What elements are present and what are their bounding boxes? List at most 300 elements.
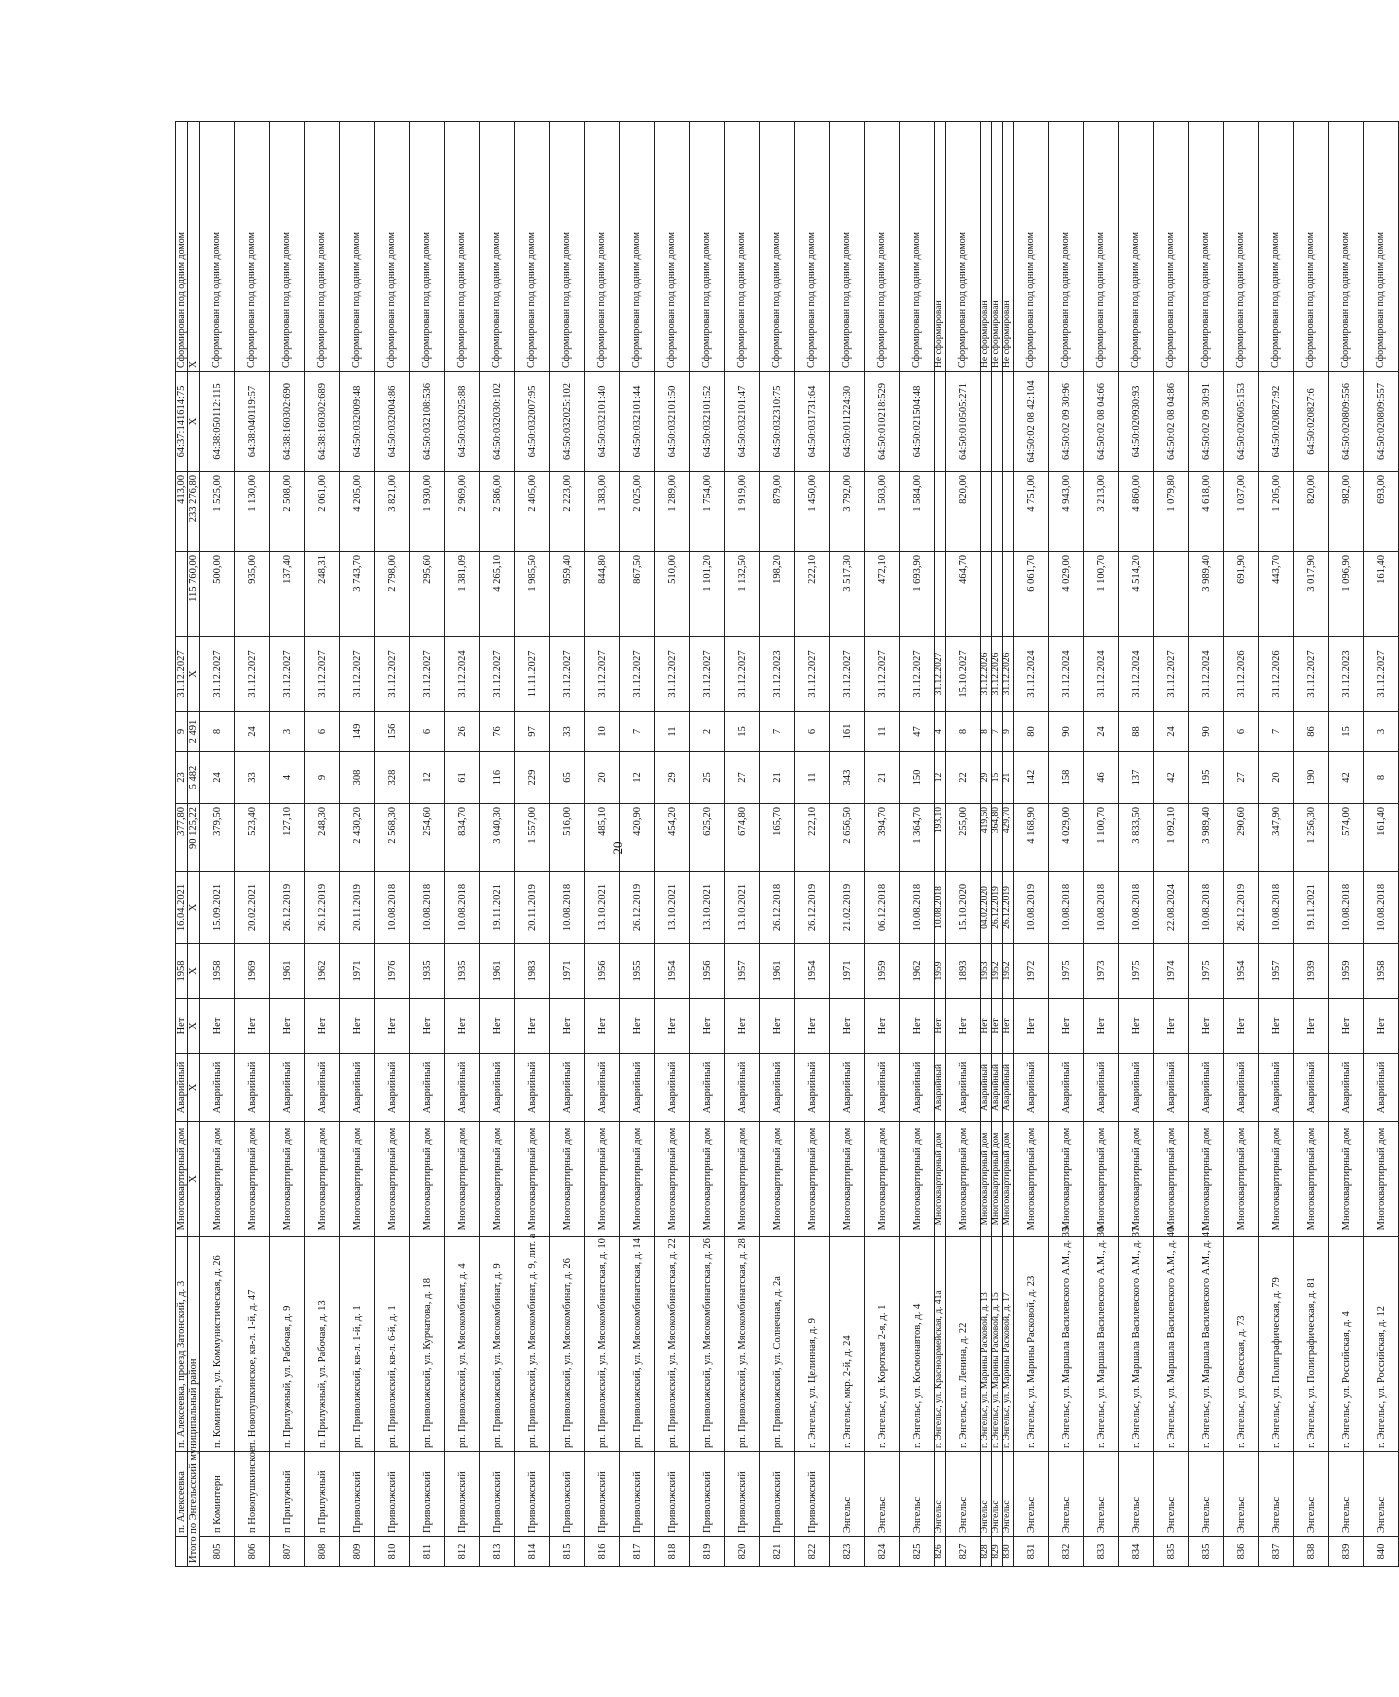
table-cell: 308 [340, 752, 375, 804]
table-cell: 24 [235, 712, 270, 752]
table-cell: 161,40 [1364, 552, 1399, 637]
table-cell: 10.08.2019 [1014, 872, 1049, 944]
table-cell: 1 985,50 [515, 552, 550, 637]
table-cell: Аварийный [375, 1054, 410, 1122]
table-row [655, 122, 690, 1567]
table-cell: Х [188, 1054, 200, 1122]
table-cell: 31.12.2024 [1119, 637, 1154, 712]
table-cell: 464,70 [946, 552, 981, 637]
table-cell: 674,80 [725, 804, 760, 872]
table-cell: Многоквартирный дом [1329, 1122, 1364, 1237]
table-cell: Сформирован под одним домом [1154, 122, 1189, 372]
table-cell: г. Энгельс, ул. Маршала Василевского А.М., д. 40 [1154, 1237, 1189, 1452]
table-cell: Многоквартирный дом [550, 1122, 585, 1237]
table-cell: Аварийный [1224, 1054, 1259, 1122]
table-cell: Многоквартирный дом [1294, 1122, 1329, 1237]
table-cell: 04.02.2020 [981, 872, 992, 944]
table-cell: 64:50:032009:48 [340, 372, 375, 472]
table-cell: 1 100,70 [1084, 804, 1119, 872]
table-cell: Нет [760, 999, 795, 1054]
table-cell: рп. Приволжский, ул. Мясокомбинатская, д. 26 [690, 1237, 725, 1452]
table-cell [1003, 372, 1014, 472]
table-cell: 31.12.2027 [1294, 637, 1329, 712]
table-cell: 26.12.2019 [270, 872, 305, 944]
table-cell: Сформирован под одним домом [375, 122, 410, 372]
table-cell: 31.12.2026 [981, 637, 992, 712]
table-cell: г. Энгельс, ул. Маршала Василевского А.М., д. 41 [1189, 1237, 1224, 1452]
table-row [1224, 122, 1259, 1567]
table-cell: 809 [340, 1537, 375, 1567]
table-cell: Сформирован под одним домом [270, 122, 305, 372]
table-cell: 2 656,50 [830, 804, 865, 872]
table-cell: г. Энгельс, ул. Короткая 2-я, д. 1 [865, 1237, 900, 1452]
table-cell: 1957 [725, 944, 760, 999]
table-cell: 7 [760, 712, 795, 752]
table-cell: 7 [992, 712, 1003, 752]
table-cell: 64:50:032101:44 [620, 372, 655, 472]
table-cell: 15.09.2021 [200, 872, 235, 944]
table-cell: 1 101,20 [690, 552, 725, 637]
table-cell: 31.12.2027 [270, 637, 305, 712]
table-cell: г. Энгельс, ул. Марины Расковой, д. 23 [1014, 1237, 1049, 1452]
table-cell: Нет [1329, 999, 1364, 1054]
table-cell: 1935 [445, 944, 480, 999]
table-cell: 2 405,00 [515, 472, 550, 552]
table-cell [981, 372, 992, 472]
table-cell: Сформирован под одним домом [865, 122, 900, 372]
table-cell: 3 [1364, 712, 1399, 752]
table-cell: 6 [305, 712, 340, 752]
table-cell: 1893 [946, 944, 981, 999]
table-row [760, 122, 795, 1567]
table-row [690, 122, 725, 1567]
table-cell: 13.10.2021 [655, 872, 690, 944]
table-cell: 1 092,10 [1154, 804, 1189, 872]
table-cell: 3 743,70 [340, 552, 375, 637]
table-cell: Аварийный [270, 1054, 305, 1122]
table-cell: 195 [1189, 752, 1224, 804]
table-cell: Аварийный [1294, 1054, 1329, 1122]
table-cell: 12 [620, 752, 655, 804]
table-cell: Нет [340, 999, 375, 1054]
table-cell: Сформирован под одним домом [1119, 122, 1154, 372]
table-cell: 364,80 [992, 804, 1003, 872]
table-cell: Нет [445, 999, 480, 1054]
table-cell: 8 [200, 712, 235, 752]
table-cell: Х [188, 122, 200, 372]
table-cell: 150 [900, 752, 935, 804]
table-cell: Нет [375, 999, 410, 1054]
table-cell: Многоквартирный дом [176, 1122, 188, 1237]
table-cell: 1957 [1259, 944, 1294, 999]
table-cell: 1961 [270, 944, 305, 999]
table-cell [992, 472, 1003, 552]
table-row [1119, 122, 1154, 1567]
table-cell: Многоквартирный дом [480, 1122, 515, 1237]
table-cell: Аварийный [935, 1054, 946, 1122]
table-cell: п Прилужный [305, 1452, 340, 1537]
table-cell: 26.12.2018 [760, 872, 795, 944]
table-cell: 1 584,00 [900, 472, 935, 552]
table-cell: Аварийный [1084, 1054, 1119, 1122]
table-cell: 1 289,00 [655, 472, 690, 552]
table-cell: 4 943,00 [1049, 472, 1084, 552]
table-cell: Нет [655, 999, 690, 1054]
table-cell: Энгельс [992, 1452, 1003, 1537]
table-row [1084, 122, 1119, 1567]
table-cell: 22.08.2024 [1154, 872, 1189, 944]
table-row [1294, 122, 1329, 1567]
table-cell: Многоквартирный дом [1189, 1122, 1224, 1237]
table-cell: 1961 [480, 944, 515, 999]
table-cell: 1 100,70 [1084, 552, 1119, 637]
table-cell: 64:50:010218:529 [865, 372, 900, 472]
table-cell: Сформирован под одним домом [1329, 122, 1364, 372]
table-cell: Сформирован под одним домом [795, 122, 830, 372]
table-cell: 20.11.2019 [515, 872, 550, 944]
table-cell: 61 [445, 752, 480, 804]
table-cell: 31.12.2027 [620, 637, 655, 712]
table-cell: Нет [1014, 999, 1049, 1054]
table-cell: Многоквартирный дом [981, 1122, 992, 1237]
table-cell: 1983 [515, 944, 550, 999]
table-cell: Нет [795, 999, 830, 1054]
table-cell: Приволжский [550, 1452, 585, 1537]
table-cell: 64:50:032101:40 [585, 372, 620, 472]
table-cell: Многоквартирный дом [655, 1122, 690, 1237]
table-cell: 24 [1084, 712, 1119, 752]
table-cell: 516,00 [550, 804, 585, 872]
table-cell: 1976 [375, 944, 410, 999]
table-cell: 867,50 [620, 552, 655, 637]
table-cell: п. Прилужный, ул. Рабочая, д. 9 [270, 1237, 305, 1452]
table-cell: 90 [1049, 712, 1084, 752]
table-row [1364, 122, 1399, 1567]
table-cell: 15 [1329, 712, 1364, 752]
table-cell: 6 [410, 712, 445, 752]
table-cell: Многоквартирный дом [200, 1122, 235, 1237]
table-cell: 10.08.2018 [375, 872, 410, 944]
table-cell: 3 517,30 [830, 552, 865, 637]
table-cell: Сформирован под одним домом [1294, 122, 1329, 372]
table-cell: 64:50:020605:153 [1224, 372, 1259, 472]
table-cell: 394,70 [865, 804, 900, 872]
table-cell: 3 040,30 [480, 804, 515, 872]
table-cell: 13.10.2021 [690, 872, 725, 944]
table-cell: 820,00 [946, 472, 981, 552]
table-cell: 31.12.2027 [200, 637, 235, 712]
table-cell: 15.10.2020 [946, 872, 981, 944]
table-cell: 1959 [935, 944, 946, 999]
table-cell [935, 552, 946, 637]
table-cell: Нет [550, 999, 585, 1054]
table-cell: 691,90 [1224, 552, 1259, 637]
table-cell: Аварийный [340, 1054, 375, 1122]
table-cell: 429,70 [1003, 804, 1014, 872]
table-cell: Х [188, 872, 200, 944]
table-row [410, 122, 445, 1567]
table-cell: Х [188, 944, 200, 999]
table-cell: 343 [830, 752, 865, 804]
table-cell: Аварийный [690, 1054, 725, 1122]
table-cell: рп. Приволжский, ул. Мясокомбинат, д. 9, лит. а [515, 1237, 550, 1452]
table-cell: 64:50:011224:30 [830, 372, 865, 472]
table-cell: 31.12.2024 [1049, 637, 1084, 712]
table-cell: Нет [515, 999, 550, 1054]
table-cell: Аварийный [655, 1054, 690, 1122]
table-cell: 1958 [200, 944, 235, 999]
table-cell: Многоквартирный дом [946, 1122, 981, 1237]
table-cell: 27 [725, 752, 760, 804]
table-cell: Сформирован под одним домом [200, 122, 235, 372]
table-cell: Нет [305, 999, 340, 1054]
rotated-table-container [175, 122, 1387, 1567]
table-cell: 1 525,00 [200, 472, 235, 552]
table-cell: 31.12.2027 [1154, 637, 1189, 712]
table-cell: 3 833,50 [1119, 804, 1154, 872]
table-cell: Многоквартирный дом [725, 1122, 760, 1237]
table-cell: Многоквартирный дом [1259, 1122, 1294, 1237]
table-cell [1003, 472, 1014, 552]
table-cell: 193,10 [935, 804, 946, 872]
table-cell: Сформирован под одним домом [725, 122, 760, 372]
table-cell: 6 [795, 712, 830, 752]
header-row [176, 122, 188, 1567]
table-cell: 1973 [1084, 944, 1119, 999]
table-cell: Нет [1049, 999, 1084, 1054]
table-cell: 1 450,00 [795, 472, 830, 552]
table-cell: 838 [1294, 1537, 1329, 1567]
table-cell: г. Энгельс, ул. Красноармейская, д. 41а [935, 1237, 946, 1452]
table-cell: 821 [760, 1537, 795, 1567]
table-cell: 1 919,00 [725, 472, 760, 552]
table-cell: Нет [1259, 999, 1294, 1054]
table-cell: Аварийный [1049, 1054, 1084, 1122]
table-cell: 413,00 [176, 472, 188, 552]
table-cell: 31.12.2024 [1084, 637, 1119, 712]
table-cell: 31.12.2027 [865, 637, 900, 712]
table-cell: 64:50:02 09 30:96 [1049, 372, 1084, 472]
table-cell: Многоквартирный дом [760, 1122, 795, 1237]
table-cell: 190 [1294, 752, 1329, 804]
table-cell: 10.08.2018 [550, 872, 585, 944]
table-cell: 64:50:032108:536 [410, 372, 445, 472]
table-cell: Сформирован под одним домом [900, 122, 935, 372]
table-cell: Аварийный [1364, 1054, 1399, 1122]
table-cell: 3 821,00 [375, 472, 410, 552]
table-cell: Нет [830, 999, 865, 1054]
table-cell: 3 [270, 712, 305, 752]
table-cell: 31.12.2027 [725, 637, 760, 712]
table-cell: 826 [935, 1537, 946, 1567]
table-cell: 15 [725, 712, 760, 752]
table-cell: 64:50:021504:48 [900, 372, 935, 472]
table-cell: Нет [900, 999, 935, 1054]
table-cell: 42 [1329, 752, 1364, 804]
table-cell: Сформирован под одним домом [1224, 122, 1259, 372]
table-cell: 254,60 [410, 804, 445, 872]
table-cell: 26.12.2019 [1224, 872, 1259, 944]
table-cell: Приволжский [410, 1452, 445, 1537]
table-cell: г. Энгельс, ул. Российская, д. 4 [1329, 1237, 1364, 1452]
table-cell: Нет [1364, 999, 1399, 1054]
table-cell: 222,10 [795, 804, 830, 872]
table-cell: 2 491 [188, 712, 200, 752]
table-cell: рп. Приволжский, ул. Мясокомбинат, д. 9 [480, 1237, 515, 1452]
table-cell: 31.12.2027 [550, 637, 585, 712]
table-cell: Нет [1119, 999, 1154, 1054]
table-cell: 31.12.2023 [760, 637, 795, 712]
table-cell: 64:50:02 08 04:86 [1154, 372, 1189, 472]
table-cell: Приволжский [375, 1452, 410, 1537]
table-cell: 3 989,40 [1189, 552, 1224, 637]
table-cell: Нет [1294, 999, 1329, 1054]
table-cell: Аварийный [1119, 1054, 1154, 1122]
table-cell: Приволжский [445, 1452, 480, 1537]
table-cell: 328 [375, 752, 410, 804]
table-cell: 64:50:032101:47 [725, 372, 760, 472]
table-cell: Аварийный [1259, 1054, 1294, 1122]
table-cell: 97 [515, 712, 550, 752]
table-cell: 4 618,00 [1189, 472, 1224, 552]
table-cell [1003, 552, 1014, 637]
table-cell: 26.12.2019 [992, 872, 1003, 944]
table-cell: Приволжский [480, 1452, 515, 1537]
table-cell: Сформирован под одним домом [760, 122, 795, 372]
table-cell: Энгельс [1003, 1452, 1014, 1537]
table-cell: Х [188, 999, 200, 1054]
table-row [865, 122, 900, 1567]
table-cell: Многоквартирный дом [1154, 1122, 1189, 1237]
table-cell: 454,20 [655, 804, 690, 872]
table-cell: 149 [340, 712, 375, 752]
table-cell: 4 265,10 [480, 552, 515, 637]
table-cell: г. Энгельс, ул. Марины Расковой, д. 17 [1003, 1237, 1014, 1452]
table-row [200, 122, 235, 1567]
table-cell: 1958 [1364, 944, 1399, 999]
table-cell: 11.11.2027 [515, 637, 550, 712]
table-cell: 1 557,00 [515, 804, 550, 872]
table-cell: 2 061,00 [305, 472, 340, 552]
table-cell: 814 [515, 1537, 550, 1567]
table-cell: 20.02.2021 [235, 872, 270, 944]
table-cell: 33 [235, 752, 270, 804]
table-cell: 1954 [1224, 944, 1259, 999]
table-cell: 808 [305, 1537, 340, 1567]
table-cell: рп. Приволжский, ул. Мясокомбинатская, д. 10 [585, 1237, 620, 1452]
table-cell: 818 [655, 1537, 690, 1567]
table-cell: п. Коминтерн, ул. Коммунистическая, д. 26 [200, 1237, 235, 1452]
table-row [550, 122, 585, 1567]
table-cell: Многоквартирный дом [795, 1122, 830, 1237]
table-row [1049, 122, 1084, 1567]
table-cell: 64:50:010505:271 [946, 372, 981, 472]
table-cell: 64:50:02 09 30:91 [1189, 372, 1224, 472]
table-cell: 64:38:040119:57 [235, 372, 270, 472]
table-cell: 1 096,90 [1329, 552, 1364, 637]
table-cell: 31.12.2027 [655, 637, 690, 712]
table-cell: 419,50 [981, 804, 992, 872]
table-cell: 12 [935, 752, 946, 804]
table-cell: Энгельс [865, 1452, 900, 1537]
table-cell: Многоквартирный дом [1049, 1122, 1084, 1237]
table-cell: 20 [585, 752, 620, 804]
table-cell: 156 [375, 712, 410, 752]
table-cell: 64:38:160302:689 [305, 372, 340, 472]
table-cell: 836 [1224, 1537, 1259, 1567]
table-row [1259, 122, 1294, 1567]
table-cell: Аварийный [1003, 1054, 1014, 1122]
table-cell: 31.12.2027 [585, 637, 620, 712]
table-cell: 828 [981, 1537, 992, 1567]
table-cell: 10.08.2018 [1189, 872, 1224, 944]
table-cell: рп. Приволжский, кв-л. 1-й, д. 1 [340, 1237, 375, 1452]
table-cell: Аварийный [620, 1054, 655, 1122]
table-cell: 10.08.2018 [1259, 872, 1294, 944]
table-cell: Аварийный [550, 1054, 585, 1122]
table-cell: 31.12.2027 [305, 637, 340, 712]
table-cell: Нет [1154, 999, 1189, 1054]
table-cell: Сформирован под одним домом [235, 122, 270, 372]
table-cell: 31.12.2027 [935, 637, 946, 712]
table-cell: 10.08.2018 [935, 872, 946, 944]
table-cell: 810 [375, 1537, 410, 1567]
table-cell: п Коминтерн [200, 1452, 235, 1537]
table-cell: Многоквартирный дом [270, 1122, 305, 1237]
table-cell: Аварийный [1189, 1054, 1224, 1122]
table-cell: 1962 [305, 944, 340, 999]
table-cell: 10.08.2018 [410, 872, 445, 944]
table-cell: 833 [1084, 1537, 1119, 1567]
table-cell: Не сформирован [935, 122, 946, 372]
table-cell: 420,90 [620, 804, 655, 872]
table-cell: рп. Приволжский, ул. Курчатова, д. 18 [410, 1237, 445, 1452]
table-cell: Итого по Энгельсский муниципальный район [188, 1452, 200, 1567]
table-cell: Нет [480, 999, 515, 1054]
table-row [270, 122, 305, 1567]
table-cell: 31.12.2027 [235, 637, 270, 712]
table-cell: Сформирован под одним домом [515, 122, 550, 372]
table-cell: 127,10 [270, 804, 305, 872]
table-cell: Сформирован под одним домом [550, 122, 585, 372]
table-cell: 1971 [550, 944, 585, 999]
table-cell: 3 213,00 [1084, 472, 1119, 552]
table-cell: 31.12.2027 [795, 637, 830, 712]
table-cell: 161,40 [1364, 804, 1399, 872]
table-row [1189, 122, 1224, 1567]
table-cell: г. Энгельс, ул. Космонавтов, д. 4 [900, 1237, 935, 1452]
table-cell: 834,70 [445, 804, 480, 872]
table-cell: 7 [1259, 712, 1294, 752]
table-cell: 137 [1119, 752, 1154, 804]
table-cell: 829 [992, 1537, 1003, 1567]
table-cell: 31.12.2027 [830, 637, 865, 712]
table-cell: Нет [620, 999, 655, 1054]
table-cell: Энгельс [935, 1452, 946, 1537]
table-cell: п. Алексеевка [176, 1452, 188, 1537]
table-cell: Аварийный [480, 1054, 515, 1122]
table-cell: Не сформирован [981, 122, 992, 372]
table-cell: Приволжский [585, 1452, 620, 1537]
table-cell: 90 125,22 [188, 804, 200, 872]
table-cell: Энгельс [1119, 1452, 1154, 1537]
table-cell: Аварийный [1329, 1054, 1364, 1122]
table-row [981, 122, 992, 1567]
table-cell: 11 [655, 712, 690, 752]
table-row [946, 122, 981, 1567]
table-cell: 1956 [585, 944, 620, 999]
table-cell: 6 061,70 [1014, 552, 1049, 637]
